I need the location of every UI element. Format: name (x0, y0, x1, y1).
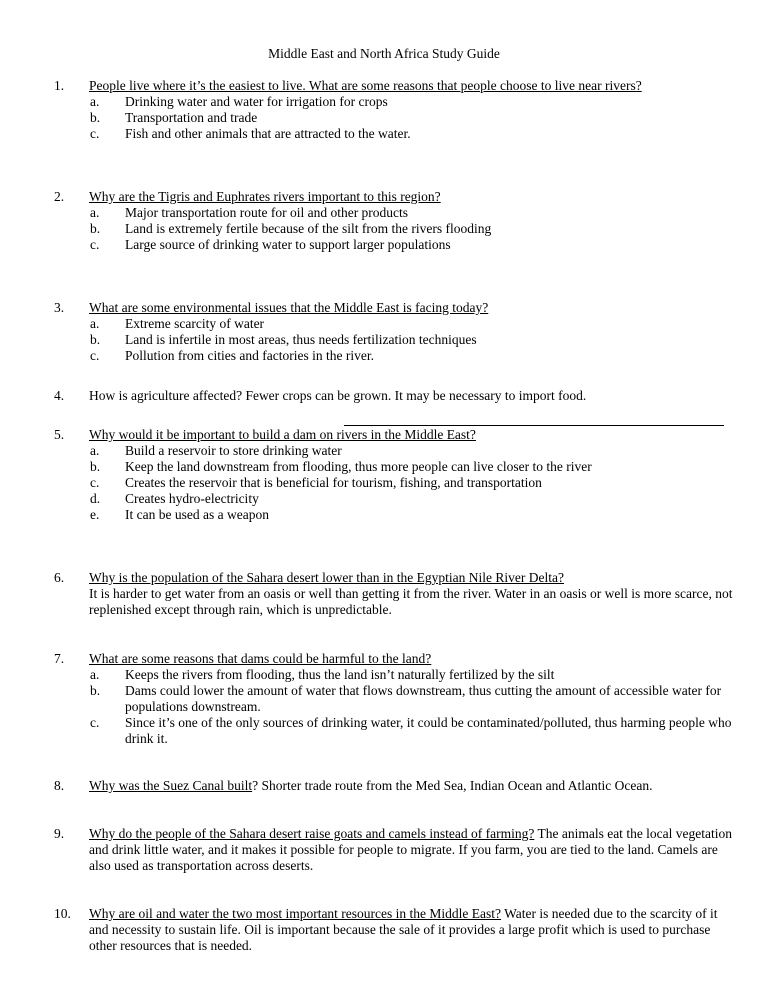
list-item: a. Keeps the rivers from flooding, thus the land isn’t naturally fertilized by the silt (90, 667, 555, 682)
question-text: Why is the population of the Sahara desert lower than in the Egyptian Nile River Delta? (89, 570, 564, 585)
question-text: Why are the Tigris and Euphrates rivers important to this region? (89, 189, 441, 204)
question-9 (54, 826, 734, 874)
question-number: 6. (54, 570, 65, 585)
question-number: 7. (54, 651, 65, 666)
question-number: 3. (54, 300, 65, 315)
question-text: Why do the people of the Sahara desert raise goats and camels instead of farming? (89, 826, 535, 841)
question-number: 8. (54, 778, 65, 793)
list-item: b. Transportation and trade (90, 110, 258, 125)
list-item: d. Creates hydro-electricity (90, 491, 259, 506)
list-item: e. It can be used as a weapon (90, 507, 269, 522)
page-title: Middle East and North Africa Study Guide (268, 46, 500, 61)
question-text: Why are oil and water the two most important resources in the Middle East? (89, 906, 502, 921)
question-text: What are some environmental issues that the Middle East is facing today? (89, 300, 489, 315)
question-1 (54, 78, 734, 142)
question-4 (54, 388, 734, 404)
question-number: 10. (54, 906, 71, 921)
question-10 (54, 906, 734, 954)
answer-text: Fewer crops can be grown. It may be necessary to import food. (245, 388, 587, 403)
question-8 (54, 778, 734, 794)
question-text: Why would it be important to build a dam on rivers in the Middle East? (89, 427, 476, 442)
question-7 (54, 651, 734, 747)
list-item: b. Land is infertile in most areas, thus needs fertilization techniques (90, 332, 477, 347)
question-6 (54, 570, 734, 618)
question-text: What are some reasons that dams could be harmful to the land? (89, 651, 432, 666)
answer-text: ? Shorter trade route from the Med Sea, Indian Ocean and Atlantic Ocean. (252, 778, 653, 793)
question-text: People live where it’s the easiest to live. What are some reasons that people choose to live near rivers? (89, 78, 642, 93)
list-item: c. Creates the reservoir that is beneficial for tourism, fishing, and transportation (90, 475, 542, 490)
list-item: a. Major transportation route for oil and other products (90, 205, 409, 220)
question-3 (54, 300, 734, 364)
answer-text: Water is needed due to the scarcity of it and necessity to sustain life. Oil is important because the sale of it provides a large profit which is used to purchase other resources that is needed. (89, 906, 718, 953)
question-text: How is agriculture affected? (89, 388, 243, 403)
question-number: 1. (54, 78, 65, 93)
question-number: 5. (54, 427, 65, 442)
question-number: 2. (54, 189, 65, 204)
list-item: b. Land is extremely fertile because of the silt from the rivers flooding (90, 221, 492, 236)
list-item: b. Keep the land downstream from flooding, thus more people can live closer to the river (90, 459, 592, 474)
list-item: c. Since it’s one of the only sources of drinking water, it could be contaminated/polluted, thus harming people who drink it. (90, 715, 732, 746)
question-text: Why was the Suez Canal built (89, 778, 253, 793)
question-number: 9. (54, 826, 65, 841)
question-2 (54, 189, 734, 253)
list-item: a. Build a reservoir to store drinking water (90, 443, 342, 458)
answer-text: The animals eat the local vegetation and drink little water, and it makes it possible for people to migrate. If you farm, you are tied to the land. Camels are also used as transportation across deserts. (89, 826, 733, 873)
list-item: b. Dams could lower the amount of water that flows downstream, thus cutting the amount of accessible water for populations downstream. (90, 683, 722, 714)
answer-text: It is harder to get water from an oasis or well than getting it from the river. Water in an oasis or well is more scarce, not replenished except through rain, which is unpredictable. (89, 586, 733, 617)
answer-line (344, 425, 724, 426)
question-5 (54, 427, 734, 523)
list-item: a. Drinking water and water for irrigation for crops (90, 94, 388, 109)
list-item: c. Fish and other animals that are attracted to the water. (90, 126, 411, 141)
list-item: a. Extreme scarcity of water (90, 316, 265, 331)
question-number: 4. (54, 388, 65, 403)
list-item: c. Large source of drinking water to support larger populations (90, 237, 451, 252)
list-item: c. Pollution from cities and factories in the river. (90, 348, 374, 363)
